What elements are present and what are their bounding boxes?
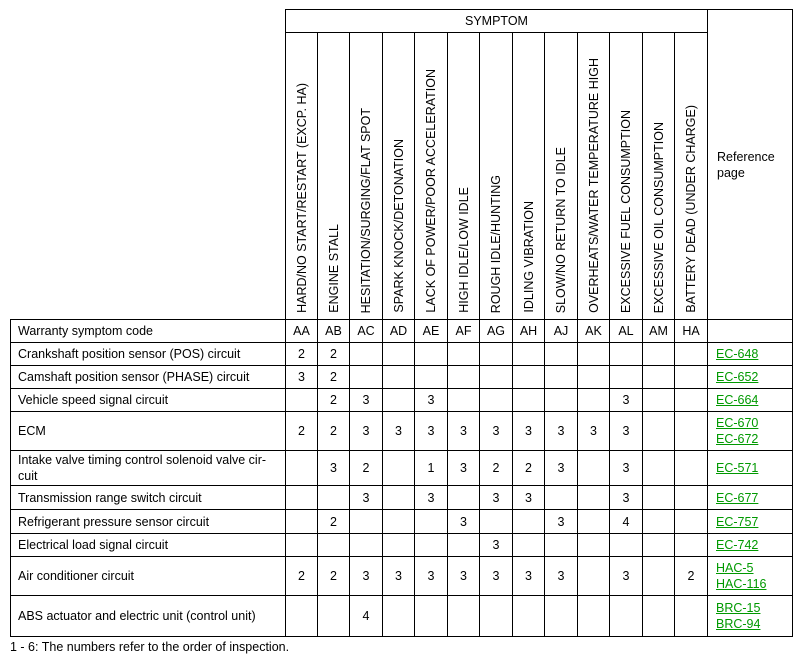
inspection-order-cell [675, 486, 708, 510]
symptom-label: LACK OF POWER/POOR ACCELERATION [424, 69, 438, 313]
warranty-code: AG [480, 320, 513, 343]
inspection-order-cell: 2 [480, 451, 513, 486]
inspection-order-cell [513, 389, 545, 412]
reference-link[interactable]: EC-672 [716, 432, 759, 446]
warranty-row [11, 320, 793, 343]
inspection-order-cell [643, 366, 675, 389]
warranty-code: AF [448, 320, 480, 343]
warranty-ref-cell [708, 320, 793, 343]
inspection-order-cell [480, 596, 513, 637]
inspection-order-cell: 3 [513, 557, 545, 596]
reference-cell [708, 389, 793, 412]
circuit-name: Air conditioner circuit [11, 557, 286, 596]
inspection-order-cell [643, 510, 675, 534]
inspection-order-cell: 2 [286, 557, 318, 596]
inspection-order-cell [643, 534, 675, 557]
reference-cell [708, 596, 793, 637]
inspection-order-cell [415, 510, 448, 534]
reference-link[interactable]: HAC-5 [716, 561, 754, 575]
inspection-order-cell [643, 412, 675, 451]
inspection-order-cell [383, 451, 415, 486]
inspection-order-cell [643, 343, 675, 366]
reference-link[interactable]: BRC-15 [716, 601, 761, 615]
inspection-order-cell [578, 486, 610, 510]
inspection-order-cell [415, 366, 448, 389]
symptom-column-header [350, 33, 383, 320]
reference-link[interactable]: HAC-116 [716, 577, 767, 591]
table-row [11, 412, 793, 451]
inspection-order-cell: 4 [610, 510, 643, 534]
circuit-name: Camshaft position sensor (PHASE) circuit [11, 366, 286, 389]
inspection-order-cell: 3 [545, 510, 578, 534]
inspection-order-cell [545, 343, 578, 366]
reference-link[interactable]: EC-652 [716, 370, 759, 384]
table-row [11, 486, 793, 510]
symptom-column-header [643, 33, 675, 320]
inspection-order-cell [643, 389, 675, 412]
inspection-order-cell: 3 [415, 486, 448, 510]
inspection-order-cell [610, 366, 643, 389]
symptom-column-header [318, 33, 350, 320]
inspection-order-cell [415, 343, 448, 366]
inspection-order-cell [448, 389, 480, 412]
circuit-name: Transmission range switch circuit [11, 486, 286, 510]
inspection-order-cell: 3 [350, 486, 383, 510]
inspection-order-cell [513, 596, 545, 637]
symptom-label: ROUGH IDLE/HUNTING [489, 174, 503, 313]
symptom-header: SYMPTOM [286, 10, 708, 33]
inspection-order-cell [513, 510, 545, 534]
inspection-order-cell: 3 [448, 412, 480, 451]
inspection-order-cell [610, 596, 643, 637]
inspection-order-cell [383, 510, 415, 534]
inspection-order-cell: 3 [318, 451, 350, 486]
reference-cell [708, 557, 793, 596]
inspection-order-cell: 2 [286, 343, 318, 366]
inspection-order-cell: 3 [610, 557, 643, 596]
inspection-order-cell: 3 [545, 412, 578, 451]
inspection-order-cell [286, 510, 318, 534]
inspection-order-cell: 2 [318, 412, 350, 451]
reference-cell [708, 412, 793, 451]
symptom-column-header [383, 33, 415, 320]
inspection-order-cell [513, 534, 545, 557]
circuit-name: ECM [11, 412, 286, 451]
inspection-order-cell: 2 [318, 389, 350, 412]
reference-cell [708, 486, 793, 510]
warranty-code: AB [318, 320, 350, 343]
inspection-order-cell: 4 [350, 596, 383, 637]
reference-link[interactable]: EC-757 [716, 514, 759, 529]
inspection-order-cell [675, 596, 708, 637]
inspection-order-cell [513, 366, 545, 389]
inspection-order-cell: 3 [513, 412, 545, 451]
inspection-order-cell [643, 596, 675, 637]
inspection-order-cell [383, 486, 415, 510]
table-row [11, 557, 793, 596]
inspection-order-cell [643, 451, 675, 486]
inspection-order-cell [480, 366, 513, 389]
inspection-order-cell [350, 510, 383, 534]
inspection-order-cell: 2 [513, 451, 545, 486]
inspection-order-cell: 3 [383, 412, 415, 451]
symptom-label: ENGINE STALL [326, 224, 341, 313]
inspection-order-cell [383, 389, 415, 412]
inspection-order-cell: 2 [318, 366, 350, 389]
inspection-order-cell: 3 [610, 389, 643, 412]
table-row [11, 343, 793, 366]
inspection-order-cell: 3 [415, 412, 448, 451]
symptom-column-header [675, 33, 708, 320]
inspection-order-cell: 3 [448, 510, 480, 534]
inspection-order-cell [578, 557, 610, 596]
reference-link[interactable]: BRC-94 [716, 617, 761, 631]
inspection-order-cell [415, 534, 448, 557]
inspection-order-cell [350, 534, 383, 557]
inspection-order-cell [350, 343, 383, 366]
warranty-code: AM [643, 320, 675, 343]
inspection-order-cell [578, 451, 610, 486]
symptom-label: IDLING VIBRATION [521, 201, 536, 313]
reference-cell [708, 366, 793, 389]
reference-link[interactable]: EC-677 [716, 490, 759, 505]
inspection-order-cell [448, 534, 480, 557]
inspection-order-cell [383, 366, 415, 389]
table-corner [11, 10, 286, 320]
inspection-order-cell [318, 596, 350, 637]
inspection-order-cell [578, 510, 610, 534]
inspection-order-cell [675, 389, 708, 412]
circuit-name: ABS actuator and electric unit (control unit) [11, 596, 286, 637]
inspection-order-cell: 3 [480, 557, 513, 596]
warranty-code: HA [675, 320, 708, 343]
warranty-code: AD [383, 320, 415, 343]
inspection-order-cell: 3 [545, 557, 578, 596]
inspection-order-cell [545, 366, 578, 389]
inspection-order-cell: 3 [448, 451, 480, 486]
inspection-order-cell: 3 [513, 486, 545, 510]
inspection-order-cell [578, 534, 610, 557]
inspection-order-cell [415, 596, 448, 637]
inspection-order-cell: 3 [480, 486, 513, 510]
reference-link[interactable]: EC-571 [716, 461, 759, 475]
inspection-order-cell [448, 486, 480, 510]
inspection-order-cell [383, 343, 415, 366]
symptom-label: HIGH IDLE/LOW IDLE [456, 187, 471, 313]
inspection-order-cell [545, 389, 578, 412]
inspection-order-cell: 3 [610, 451, 643, 486]
inspection-order-cell [545, 486, 578, 510]
table-body [11, 320, 793, 637]
inspection-order-cell [643, 486, 675, 510]
symptom-label: OVERHEATS/WATER TEMPERATURE HIGH [586, 58, 601, 313]
symptom-column-header [578, 33, 610, 320]
inspection-order-cell [578, 343, 610, 366]
inspection-order-cell: 3 [286, 366, 318, 389]
inspection-order-cell [383, 596, 415, 637]
inspection-order-cell [545, 596, 578, 637]
reference-cell [708, 510, 793, 534]
inspection-order-cell [286, 389, 318, 412]
inspection-order-cell [286, 486, 318, 510]
inspection-order-cell [286, 451, 318, 486]
inspection-order-cell [578, 366, 610, 389]
inspection-order-cell: 3 [578, 412, 610, 451]
inspection-order-cell: 3 [610, 412, 643, 451]
inspection-order-cell [578, 389, 610, 412]
symptom-column-header [480, 33, 513, 320]
inspection-order-cell: 2 [675, 557, 708, 596]
warranty-code: AK [578, 320, 610, 343]
symptom-label: HARD/NO START/RESTART (EXCP. HA) [294, 83, 309, 313]
reference-link[interactable]: EC-664 [716, 393, 759, 407]
inspection-order-cell [513, 343, 545, 366]
warranty-code: AE [415, 320, 448, 343]
inspection-order-cell [675, 343, 708, 366]
inspection-order-cell [383, 534, 415, 557]
symptom-label: SPARK KNOCK/DETONATION [391, 139, 406, 313]
circuit-name: Crankshaft position sensor (POS) circuit [11, 343, 286, 366]
inspection-order-cell: 3 [610, 486, 643, 510]
symptom-column-header [545, 33, 578, 320]
reference-header: Reference page [708, 10, 793, 320]
symptom-label: HESITATION/SURGING/FLAT SPOT [359, 107, 373, 313]
inspection-order-cell [675, 366, 708, 389]
inspection-order-cell [480, 389, 513, 412]
inspection-order-cell: 3 [383, 557, 415, 596]
inspection-order-cell: 3 [448, 557, 480, 596]
footnote: 1 - 6: The numbers refer to the order of inspection. [10, 640, 290, 654]
inspection-order-cell: 3 [480, 412, 513, 451]
inspection-order-cell [643, 557, 675, 596]
inspection-order-cell [675, 412, 708, 451]
inspection-order-cell [448, 366, 480, 389]
table-row [11, 596, 793, 637]
reference-link[interactable]: EC-742 [716, 538, 759, 552]
inspection-order-cell [610, 343, 643, 366]
inspection-order-cell [286, 596, 318, 637]
symptom-label: EXCESSIVE OIL CONSUMPTION [651, 121, 666, 313]
inspection-order-cell [480, 343, 513, 366]
symptom-table-container [10, 9, 793, 637]
reference-cell [708, 534, 793, 557]
symptom-matrix-table [10, 9, 793, 637]
symptom-column-header [415, 33, 448, 320]
circuit-name: Refrigerant pressure sensor circuit [11, 510, 286, 534]
inspection-order-cell [675, 510, 708, 534]
inspection-order-cell [480, 510, 513, 534]
inspection-order-cell [318, 486, 350, 510]
table-row [11, 451, 793, 486]
inspection-order-cell [675, 534, 708, 557]
warranty-code: AC [350, 320, 383, 343]
reference-link[interactable]: EC-670 [716, 416, 759, 430]
warranty-code: AJ [545, 320, 578, 343]
reference-cell [708, 451, 793, 486]
table-row [11, 534, 793, 557]
symptom-column-header [286, 33, 318, 320]
symptom-label: SLOW/NO RETURN TO IDLE [554, 146, 568, 313]
inspection-order-cell [286, 534, 318, 557]
inspection-order-cell [448, 596, 480, 637]
inspection-order-cell: 2 [318, 343, 350, 366]
inspection-order-cell: 2 [318, 510, 350, 534]
inspection-order-cell: 2 [318, 557, 350, 596]
table-row [11, 510, 793, 534]
symptom-column-header [513, 33, 545, 320]
inspection-order-cell: 3 [415, 389, 448, 412]
warranty-code: AH [513, 320, 545, 343]
inspection-order-cell [578, 596, 610, 637]
inspection-order-cell: 2 [286, 412, 318, 451]
table-row [11, 389, 793, 412]
table-row [11, 366, 793, 389]
inspection-order-cell [675, 451, 708, 486]
symptom-column-header [448, 33, 480, 320]
symptom-label: BATTERY DEAD (UNDER CHARGE) [684, 105, 698, 313]
symptom-column-header [610, 33, 643, 320]
inspection-order-cell [610, 534, 643, 557]
inspection-order-cell [318, 534, 350, 557]
reference-link[interactable]: EC-648 [716, 347, 759, 361]
inspection-order-cell [350, 366, 383, 389]
inspection-order-cell [448, 343, 480, 366]
warranty-code: AL [610, 320, 643, 343]
circuit-name: Vehicle speed signal circuit [11, 389, 286, 412]
inspection-order-cell: 3 [350, 389, 383, 412]
reference-cell [708, 343, 793, 366]
inspection-order-cell: 3 [480, 534, 513, 557]
warranty-code: AA [286, 320, 318, 343]
inspection-order-cell: 2 [350, 451, 383, 486]
inspection-order-cell [545, 534, 578, 557]
inspection-order-cell: 3 [415, 557, 448, 596]
circuit-name: Intake valve timing control solenoid valve cir-cuit [11, 451, 286, 486]
inspection-order-cell: 3 [350, 557, 383, 596]
warranty-label: Warranty symptom code [11, 320, 286, 343]
symptom-label: EXCESSIVE FUEL CONSUMPTION [619, 109, 633, 313]
circuit-name: Electrical load signal circuit [11, 534, 286, 557]
inspection-order-cell: 3 [350, 412, 383, 451]
inspection-order-cell: 3 [545, 451, 578, 486]
inspection-order-cell: 1 [415, 451, 448, 486]
